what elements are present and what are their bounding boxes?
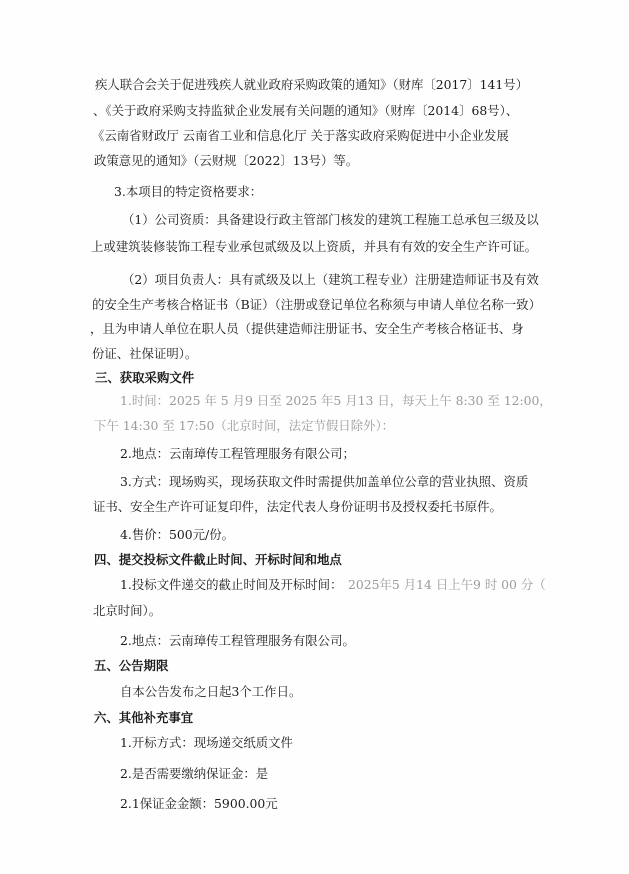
section-heading: 五、公告期限 bbox=[94, 658, 169, 673]
text-line: ，且为申请人单位在职人员（提供建造师注册证书、安全生产考核合格证书、身 bbox=[90, 321, 524, 336]
text-line: 1.开标方式：现场递交纸质文件 bbox=[120, 735, 293, 750]
text-line: 3.本项目的特定资格要求： bbox=[114, 184, 263, 199]
text-line: 下午 14:30 至 17:50（北京时间，法定节假日除外）： bbox=[94, 418, 395, 433]
text-line: 2.1保证金金额：5900.00元 bbox=[120, 796, 278, 811]
text-line: 3.方式：现场购买，现场获取文件时需提供加盖单位公章的营业执照、资质 bbox=[120, 474, 529, 489]
text-line: 自本公告发布之日起3个工作日。 bbox=[120, 684, 302, 699]
text-line: 证书、安全生产许可证复印件，法定代表人身份证明书及授权委托书原件。 bbox=[93, 499, 502, 514]
section-heading: 六、其他补充事宜 bbox=[94, 710, 194, 725]
text-line: 2025年5 月14 日上午9 时 00 分（ bbox=[348, 577, 546, 592]
text-line: 《云南省财政厅 云南省工业和信息化厅 关于落实政府采购促进中小企业发展 bbox=[92, 128, 509, 143]
text-line: 北京时间）。 bbox=[93, 603, 162, 618]
text-line: 疾人联合会关于促进残疾人就业政府采购政策的通知》（财库〔2017〕141号） bbox=[95, 77, 529, 92]
text-line: 4.售价：500元/份。 bbox=[120, 527, 234, 542]
text-line: 2.地点：云南璋传工程管理服务有限公司； bbox=[120, 446, 355, 461]
text-line: 、《关于政府采购支持监狱企业发展有关问题的通知》（财库〔2014〕68号）、 bbox=[93, 103, 519, 118]
text-line: 份证、社保证明）。 bbox=[92, 346, 198, 361]
text-line: 的安全生产考核合格证书（B证）（注册或登记单位名称须与申请人单位名称一致） bbox=[92, 297, 541, 312]
text-line: 2.是否需要缴纳保证金：是 bbox=[120, 766, 269, 781]
text-line: 1.时间：2025 年 5 月9 日至 2025 年5 月13 日，每天上午 8:30 至 12:00， bbox=[120, 393, 552, 408]
text-line: 2.地点：云南璋传工程管理服务有限公司。 bbox=[120, 633, 355, 648]
section-heading: 四、提交投标文件截止时间、开标时间和地点 bbox=[94, 552, 342, 567]
text-line: （1）公司资质：具备建设行政主管部门核发的建筑工程施工总承包三级及以 bbox=[122, 212, 539, 227]
section-heading: 三、获取采购文件 bbox=[95, 370, 195, 385]
text-line: 政策意见的通知》（云财规〔2022〕13号）等。 bbox=[94, 153, 359, 168]
text-line: （2）项目负责人：具有贰级及以上（建筑工程专业）注册建造师证书及有效 bbox=[122, 272, 539, 287]
text-line: 上或建筑装修装饰工程专业承包贰级及以上资质，并具有有效的安全生产许可证。 bbox=[91, 239, 538, 254]
text-line: 1.投标文件递交的截止时间及开标时间： bbox=[120, 577, 343, 592]
